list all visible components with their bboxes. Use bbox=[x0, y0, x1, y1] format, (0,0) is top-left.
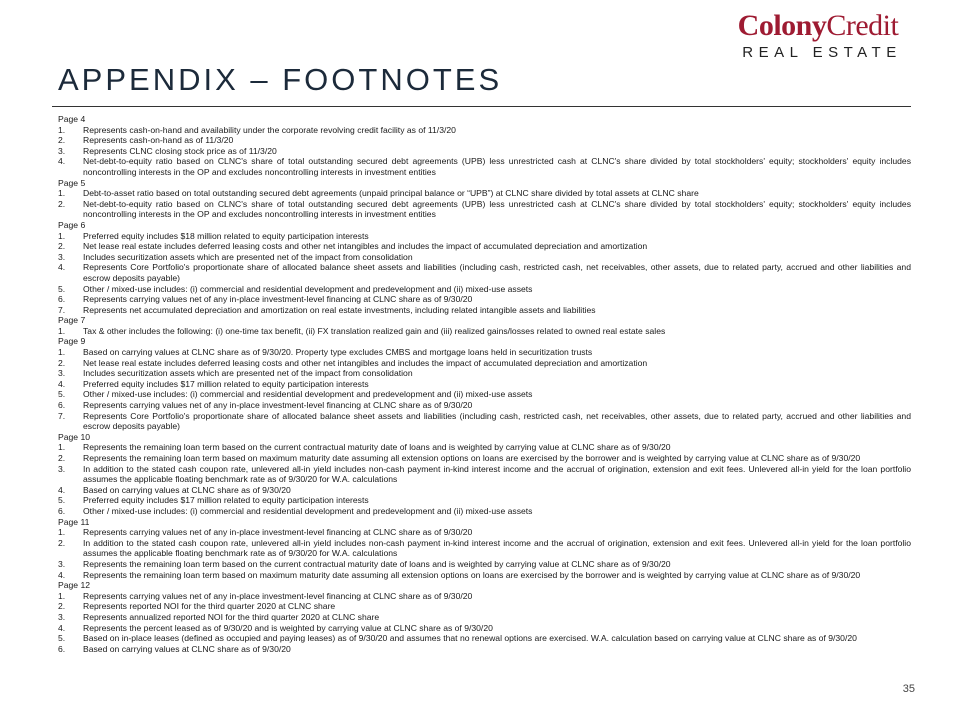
section-heading: Page 4 bbox=[58, 114, 86, 124]
footnote-item bbox=[58, 559, 911, 570]
footnote-number: 2. bbox=[58, 537, 66, 548]
footnote-number: 6. bbox=[58, 400, 66, 411]
footnote-text: Net lease real estate includes deferred leasing costs and other net intangibles and includes the impact of accumulated depreciation and amortization bbox=[83, 357, 648, 368]
footnote-number: 1. bbox=[58, 124, 66, 135]
footnote-text: Represents Core Portfolio's proportionate share of allocated balance sheet assets and liabilities (including cash, restricted cash, net receivables, other assets, due to related party, accrued and other liabilities and escrow deposits payable) bbox=[83, 410, 911, 432]
footnote-text: Represents cash-on-hand as of 11/3/20 bbox=[83, 135, 234, 146]
footnote-number: 6. bbox=[58, 505, 66, 516]
footnote-text: Represents CLNC closing stock price as of 11/3/20 bbox=[83, 145, 277, 156]
footnote-item bbox=[58, 252, 911, 263]
footnote-number: 7. bbox=[58, 304, 66, 315]
footnote-item bbox=[58, 464, 911, 485]
footnote-item bbox=[58, 284, 911, 295]
footnote-text: In addition to the stated cash coupon rate, unlevered all-in yield includes non-cash payment in-kind interest income and the accrual of origination, extension and exit fees. Unlevered all-in yield for the loan portfolio assumes the applicable floating benchmark rate as of 9/30/20 for W.A. calculations bbox=[83, 463, 911, 485]
footnote-text: Based on carrying values at CLNC share as of 9/30/20. Property type excludes CMBS and mortgage loans held in securitization trusts bbox=[83, 347, 593, 358]
footnote-item bbox=[58, 368, 911, 379]
footnote-item bbox=[58, 506, 911, 517]
footnote-item bbox=[58, 400, 911, 411]
footnote-text: Based on carrying values at CLNC share as of 9/30/20 bbox=[83, 643, 291, 654]
footnote-item bbox=[58, 156, 911, 177]
footnote-item bbox=[58, 612, 911, 623]
footnote-number: 2. bbox=[58, 601, 66, 612]
logo-wordmark bbox=[718, 10, 918, 42]
footnote-text: Represents the remaining loan term based on maximum maturity date assuming all extension options on loans are exercised by the borrower and is weighted by carrying value at CLNC share as of 9/30/20 bbox=[83, 453, 861, 463]
footnote-item bbox=[58, 527, 911, 538]
section-heading: Page 11 bbox=[58, 516, 90, 527]
footnote-text: Represents cash-on-hand and availability under the corporate revolving credit facility as of 11/3/20 bbox=[83, 124, 456, 135]
footnote-item bbox=[58, 231, 911, 242]
footnote-item bbox=[58, 305, 911, 316]
page-number: 35 bbox=[902, 683, 915, 695]
footnote-number: 1. bbox=[58, 442, 66, 453]
footnote-number: 1. bbox=[58, 590, 66, 601]
footnote-item bbox=[58, 623, 911, 634]
footnote-text: Represents carrying values net of any in-place investment-level financing at CLNC share as of 9/30/20 bbox=[83, 590, 473, 601]
section-heading: Page 9 bbox=[58, 336, 86, 347]
footnote-text: Represents carrying values net of any in-place investment-level financing at CLNC share as of 9/30/20 bbox=[83, 400, 473, 411]
footnote-text: Represents carrying values net of any in-place investment-level financing at CLNC share as of 9/30/20 bbox=[83, 527, 473, 538]
footnote-item bbox=[58, 591, 911, 602]
footnote-number: 6. bbox=[58, 643, 66, 654]
footnote-number: 2. bbox=[58, 135, 66, 146]
footnote-number: 3. bbox=[58, 145, 66, 156]
footnote-item bbox=[58, 294, 911, 305]
footnote-text: Based on in-place leases (defined as occupied and paying leases) as of 9/30/20 and assumes that no renewal options are exercised. W.A. calculation based on carrying value at CLNC share as of 9/30/20 bbox=[83, 633, 857, 644]
footnote-number: 2. bbox=[58, 241, 66, 252]
footnote-item bbox=[58, 358, 911, 369]
company-logo bbox=[718, 10, 918, 62]
footnote-text: Tax & other includes the following: (i) one-time tax benefit, (ii) FX translation realized gain and (iii) realized gains/losses related to owned real estate sales bbox=[83, 325, 666, 336]
footnote-text: Represents annualized reported NOI for the third quarter 2020 at CLNC share bbox=[83, 611, 380, 622]
footnote-item bbox=[58, 326, 911, 337]
footnote-text: Debt-to-asset ratio based on total outstanding secured debt agreements (unpaid principal balance or “UPB”) at CLNC share divided by total assets at CLNC share bbox=[83, 188, 699, 199]
section-heading: Page 10 bbox=[58, 431, 91, 442]
footnote-text: Represents the remaining loan term based on the current contractual maturity date of loans and is weighted by carrying value at CLNC share as of 9/30/20 bbox=[83, 558, 671, 569]
footnote-text: Represents the remaining loan term based on the current contractual maturity date of loans and is weighted by carrying value at CLNC share as of 9/30/20 bbox=[83, 442, 671, 453]
footnote-item bbox=[58, 389, 911, 400]
footnote-number: 5. bbox=[58, 633, 66, 644]
footnote-item bbox=[58, 347, 911, 358]
footnote-number: 4. bbox=[58, 156, 66, 167]
footnote-item bbox=[58, 453, 911, 464]
footnote-number: 2. bbox=[58, 198, 66, 209]
footnote-item bbox=[58, 135, 911, 146]
footnote-item bbox=[58, 411, 911, 432]
footnote-item bbox=[58, 125, 911, 136]
footnote-text: Other / mixed-use includes: (i) commercial and residential development and predevelopment and (ii) mixed-use assets bbox=[83, 283, 533, 294]
footnote-item bbox=[58, 485, 911, 496]
footnote-number: 3. bbox=[58, 558, 66, 569]
footnote-number: 4. bbox=[58, 484, 66, 495]
footnote-number: 3. bbox=[58, 611, 66, 622]
footnote-number: 3. bbox=[58, 251, 66, 262]
footnote-number: 3. bbox=[58, 368, 66, 379]
footnote-item bbox=[58, 188, 911, 199]
footnote-item bbox=[58, 538, 911, 559]
page-title: APPENDIX – FOOTNOTES bbox=[58, 62, 503, 97]
footnote-item bbox=[58, 199, 911, 220]
footnote-text: Represents the percent leased as of 9/30/20 and is weighted by carrying value at CLNC share as of 9/30/20 bbox=[83, 622, 493, 633]
footnote-number: 4. bbox=[58, 569, 66, 580]
footnote-item bbox=[58, 601, 911, 612]
footnotes-list bbox=[58, 114, 911, 654]
footnote-text: Represents net accumulated depreciation and amortization on real estate investments, including related intangible assets and liabilities bbox=[83, 304, 596, 315]
logo-brand-light: Credit bbox=[826, 9, 899, 42]
footnote-item bbox=[58, 644, 911, 655]
footnote-number: 4. bbox=[58, 262, 66, 273]
footnote-item bbox=[58, 442, 911, 453]
footnote-text: Based on carrying values at CLNC share as of 9/30/20 bbox=[83, 484, 291, 495]
section-heading: Page 12 bbox=[58, 580, 91, 591]
footnote-text: Net lease real estate includes deferred leasing costs and other net intangibles and includes the impact of accumulated depreciation and amortization bbox=[83, 241, 648, 252]
logo-brand-bold: Colony bbox=[737, 9, 827, 42]
footnote-text: Net-debt-to-equity ratio based on CLNC's share of total outstanding secured debt agreements (UPB) less unrestricted cash at CLNC's share divided by total stockholders' equity; stockholders' equity includes noncontrolling interests in the OP and excludes noncontrolling interests in investment entities bbox=[83, 198, 911, 220]
footnote-text: Includes securitization assets which are presented net of the impact from consolidation bbox=[83, 251, 413, 262]
footnote-text: Preferred equity includes $17 million related to equity participation interests bbox=[83, 378, 369, 389]
footnote-item bbox=[58, 379, 911, 390]
footnote-number: 1. bbox=[58, 188, 66, 199]
footnote-text: Represents Core Portfolio's proportionate share of allocated balance sheet assets and liabilities (including cash, restricted cash, net receivables, other assets, due to related party, accrued and other liabilities and escrow deposits payable) bbox=[83, 262, 911, 283]
footnote-text: Represents reported NOI for the third quarter 2020 at CLNC share bbox=[83, 601, 336, 612]
footnote-item bbox=[58, 570, 911, 581]
footnote-item bbox=[58, 146, 911, 157]
footnote-text: Represents carrying values net of any in-place investment-level financing at CLNC share as of 9/30/20 bbox=[83, 294, 473, 305]
footnote-text: Preferred equity includes $17 million related to equity participation interests bbox=[83, 495, 369, 506]
footnote-text: Includes securitization assets which are presented net of the impact from consolidation bbox=[83, 368, 413, 379]
footnote-item bbox=[58, 495, 911, 506]
footnote-number: 1. bbox=[58, 527, 66, 538]
footnote-item bbox=[58, 633, 911, 644]
title-divider bbox=[52, 106, 911, 107]
section-heading: Page 5 bbox=[58, 177, 86, 188]
footnote-number: 5. bbox=[58, 283, 66, 294]
footnote-text: Other / mixed-use includes: (i) commercial and residential development and predevelopment and (ii) mixed-use assets bbox=[83, 389, 533, 400]
footnote-text: Net-debt-to-equity ratio based on CLNC's share of total outstanding secured debt agreements (UPB) less unrestricted cash at CLNC's share divided by total stockholders' equity; stockholders' equity includes noncontrolling interests in the OP and excludes noncontrolling interests in investment entities bbox=[83, 156, 911, 177]
footnote-number: 6. bbox=[58, 294, 66, 305]
footnote-item bbox=[58, 241, 911, 252]
footnote-number: 4. bbox=[58, 378, 66, 389]
footnote-number: 4. bbox=[58, 622, 66, 633]
footnote-text: Represents the remaining loan term based on maximum maturity date assuming all extension options on loans are exercised by the borrower and is weighted by carrying value at CLNC share as of 9/30/20 bbox=[83, 569, 861, 580]
footnote-number: 5. bbox=[58, 389, 66, 400]
footnote-number: 2. bbox=[58, 357, 66, 368]
footnote-item bbox=[58, 262, 911, 283]
footnote-number: 1. bbox=[58, 325, 66, 336]
logo-subtitle: REAL ESTATE bbox=[742, 44, 902, 61]
footnote-number: 5. bbox=[58, 495, 66, 506]
footnote-number: 3. bbox=[58, 463, 66, 474]
footnote-number: 7. bbox=[58, 410, 66, 421]
footnote-text: Preferred equity includes $18 million related to equity participation interests bbox=[83, 230, 369, 241]
section-heading: Page 7 bbox=[58, 315, 86, 326]
footnote-number: 1. bbox=[58, 347, 66, 358]
footnote-text: Other / mixed-use includes: (i) commercial and residential development and predevelopment and (ii) mixed-use assets bbox=[83, 505, 533, 516]
section-heading: Page 6 bbox=[58, 219, 86, 230]
footnote-number: 1. bbox=[58, 230, 66, 241]
footnote-number: 2. bbox=[58, 453, 66, 463]
footnote-text: In addition to the stated cash coupon rate, unlevered all-in yield includes non-cash payment in-kind interest income and the accrual of origination, extension and exit fees. Unlevered all-in yield for the loan portfolio assumes the applicable floating benchmark rate as of 9/30/20 for W.A. calculations bbox=[83, 537, 911, 559]
